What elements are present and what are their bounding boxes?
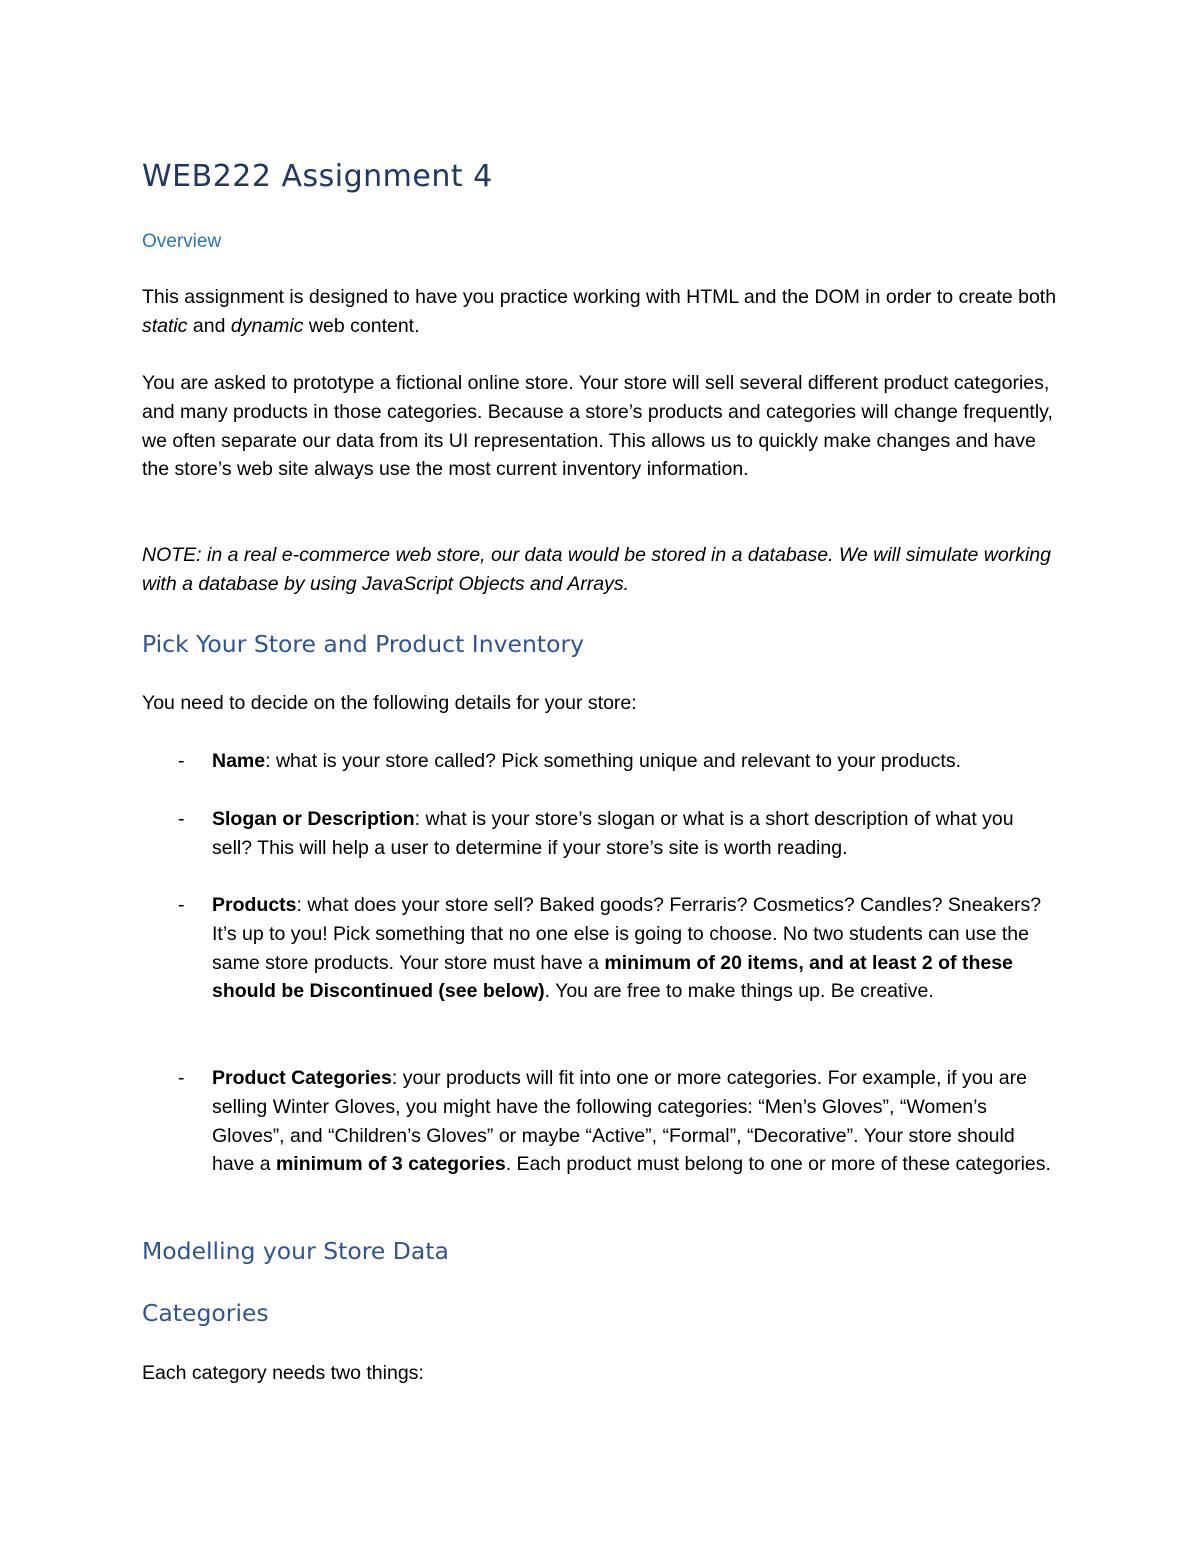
- intro-static: static: [142, 314, 188, 337]
- list-item-text: [212, 1064, 1057, 1179]
- each-category-paragraph: Each category needs two things:: [142, 1362, 424, 1384]
- modelling-heading: Modelling your Store Data: [142, 1237, 449, 1265]
- list-item-text: [212, 891, 1057, 1006]
- item-term: Name: [212, 750, 266, 772]
- intro-text-1: This assignment is designed to have you practice working with HTML and the DOM in order to create both: [142, 286, 1057, 308]
- intro-dynamic: dynamic: [230, 314, 304, 337]
- item-description-end: . You are free to make things up. Be creative.: [544, 980, 934, 1003]
- document-title: WEB222 Assignment 4: [142, 159, 493, 194]
- decide-paragraph: You need to decide on the following details for your store:: [142, 692, 637, 714]
- item-description: : your products will fit into one or more categories. For example, if you are selling Winter Gloves, you might have the following categories: “Men’s Gloves”, “Women’s Gloves”, and “Children’s Gloves” or maybe “Active”, “Formal”, “Decorative”. Your store should have a: [212, 1067, 1027, 1176]
- bullet-dash: -: [178, 894, 185, 916]
- overview-heading: Overview: [142, 231, 222, 252]
- item-term: Product Categories: [212, 1067, 392, 1089]
- item-term: Products: [212, 894, 297, 916]
- pick-store-heading: Pick Your Store and Product Inventory: [142, 630, 585, 658]
- item-term: Slogan or Description: [212, 808, 415, 830]
- intro-paragraph: [142, 283, 1057, 341]
- item-description: : what does your store sell? Baked goods? Ferraris? Cosmetics? Candles? Sneakers? It’s up to you! Pick something that no one else is going to choose. No two students can use the same store products. Your store must have a: [212, 894, 1042, 974]
- list-item-text: [212, 747, 1057, 776]
- categories-heading: Categories: [142, 1299, 269, 1327]
- bullet-dash: -: [178, 808, 185, 830]
- item-description: : what is your store’s slogan or what is a short description of what you sell? This will help a user to determine if your store’s site is worth reading.: [212, 808, 1014, 859]
- intro-text-3: and: [187, 314, 231, 337]
- note-paragraph: NOTE: in a real e-commerce web store, our data would be stored in a database. We will simulate working with a database by using JavaScript Objects and Arrays.: [142, 544, 1051, 595]
- store-paragraph: You are asked to prototype a fictional online store. Your store will sell several different product categories, and many products in those categories. Because a store’s products and categories will change frequently, we often separate our data from its UI representation. This allows us to quickly make changes and have the store’s web site always use the most current inventory information.: [142, 372, 1053, 481]
- item-requirement: minimum of 20 items, and at least 2 of these should be Discontinued (see below): [212, 951, 1013, 1003]
- bullet-dash: -: [178, 750, 185, 772]
- list-item-text: [212, 805, 1057, 863]
- intro-text-5: web content.: [303, 314, 420, 337]
- item-requirement: minimum of 3 categories: [275, 1153, 506, 1176]
- bullet-dash: -: [178, 1067, 185, 1089]
- item-description: : what is your store called? Pick something unique and relevant to your products.: [265, 750, 962, 772]
- item-description-end: . Each product must belong to one or more of these categories.: [505, 1153, 1051, 1176]
